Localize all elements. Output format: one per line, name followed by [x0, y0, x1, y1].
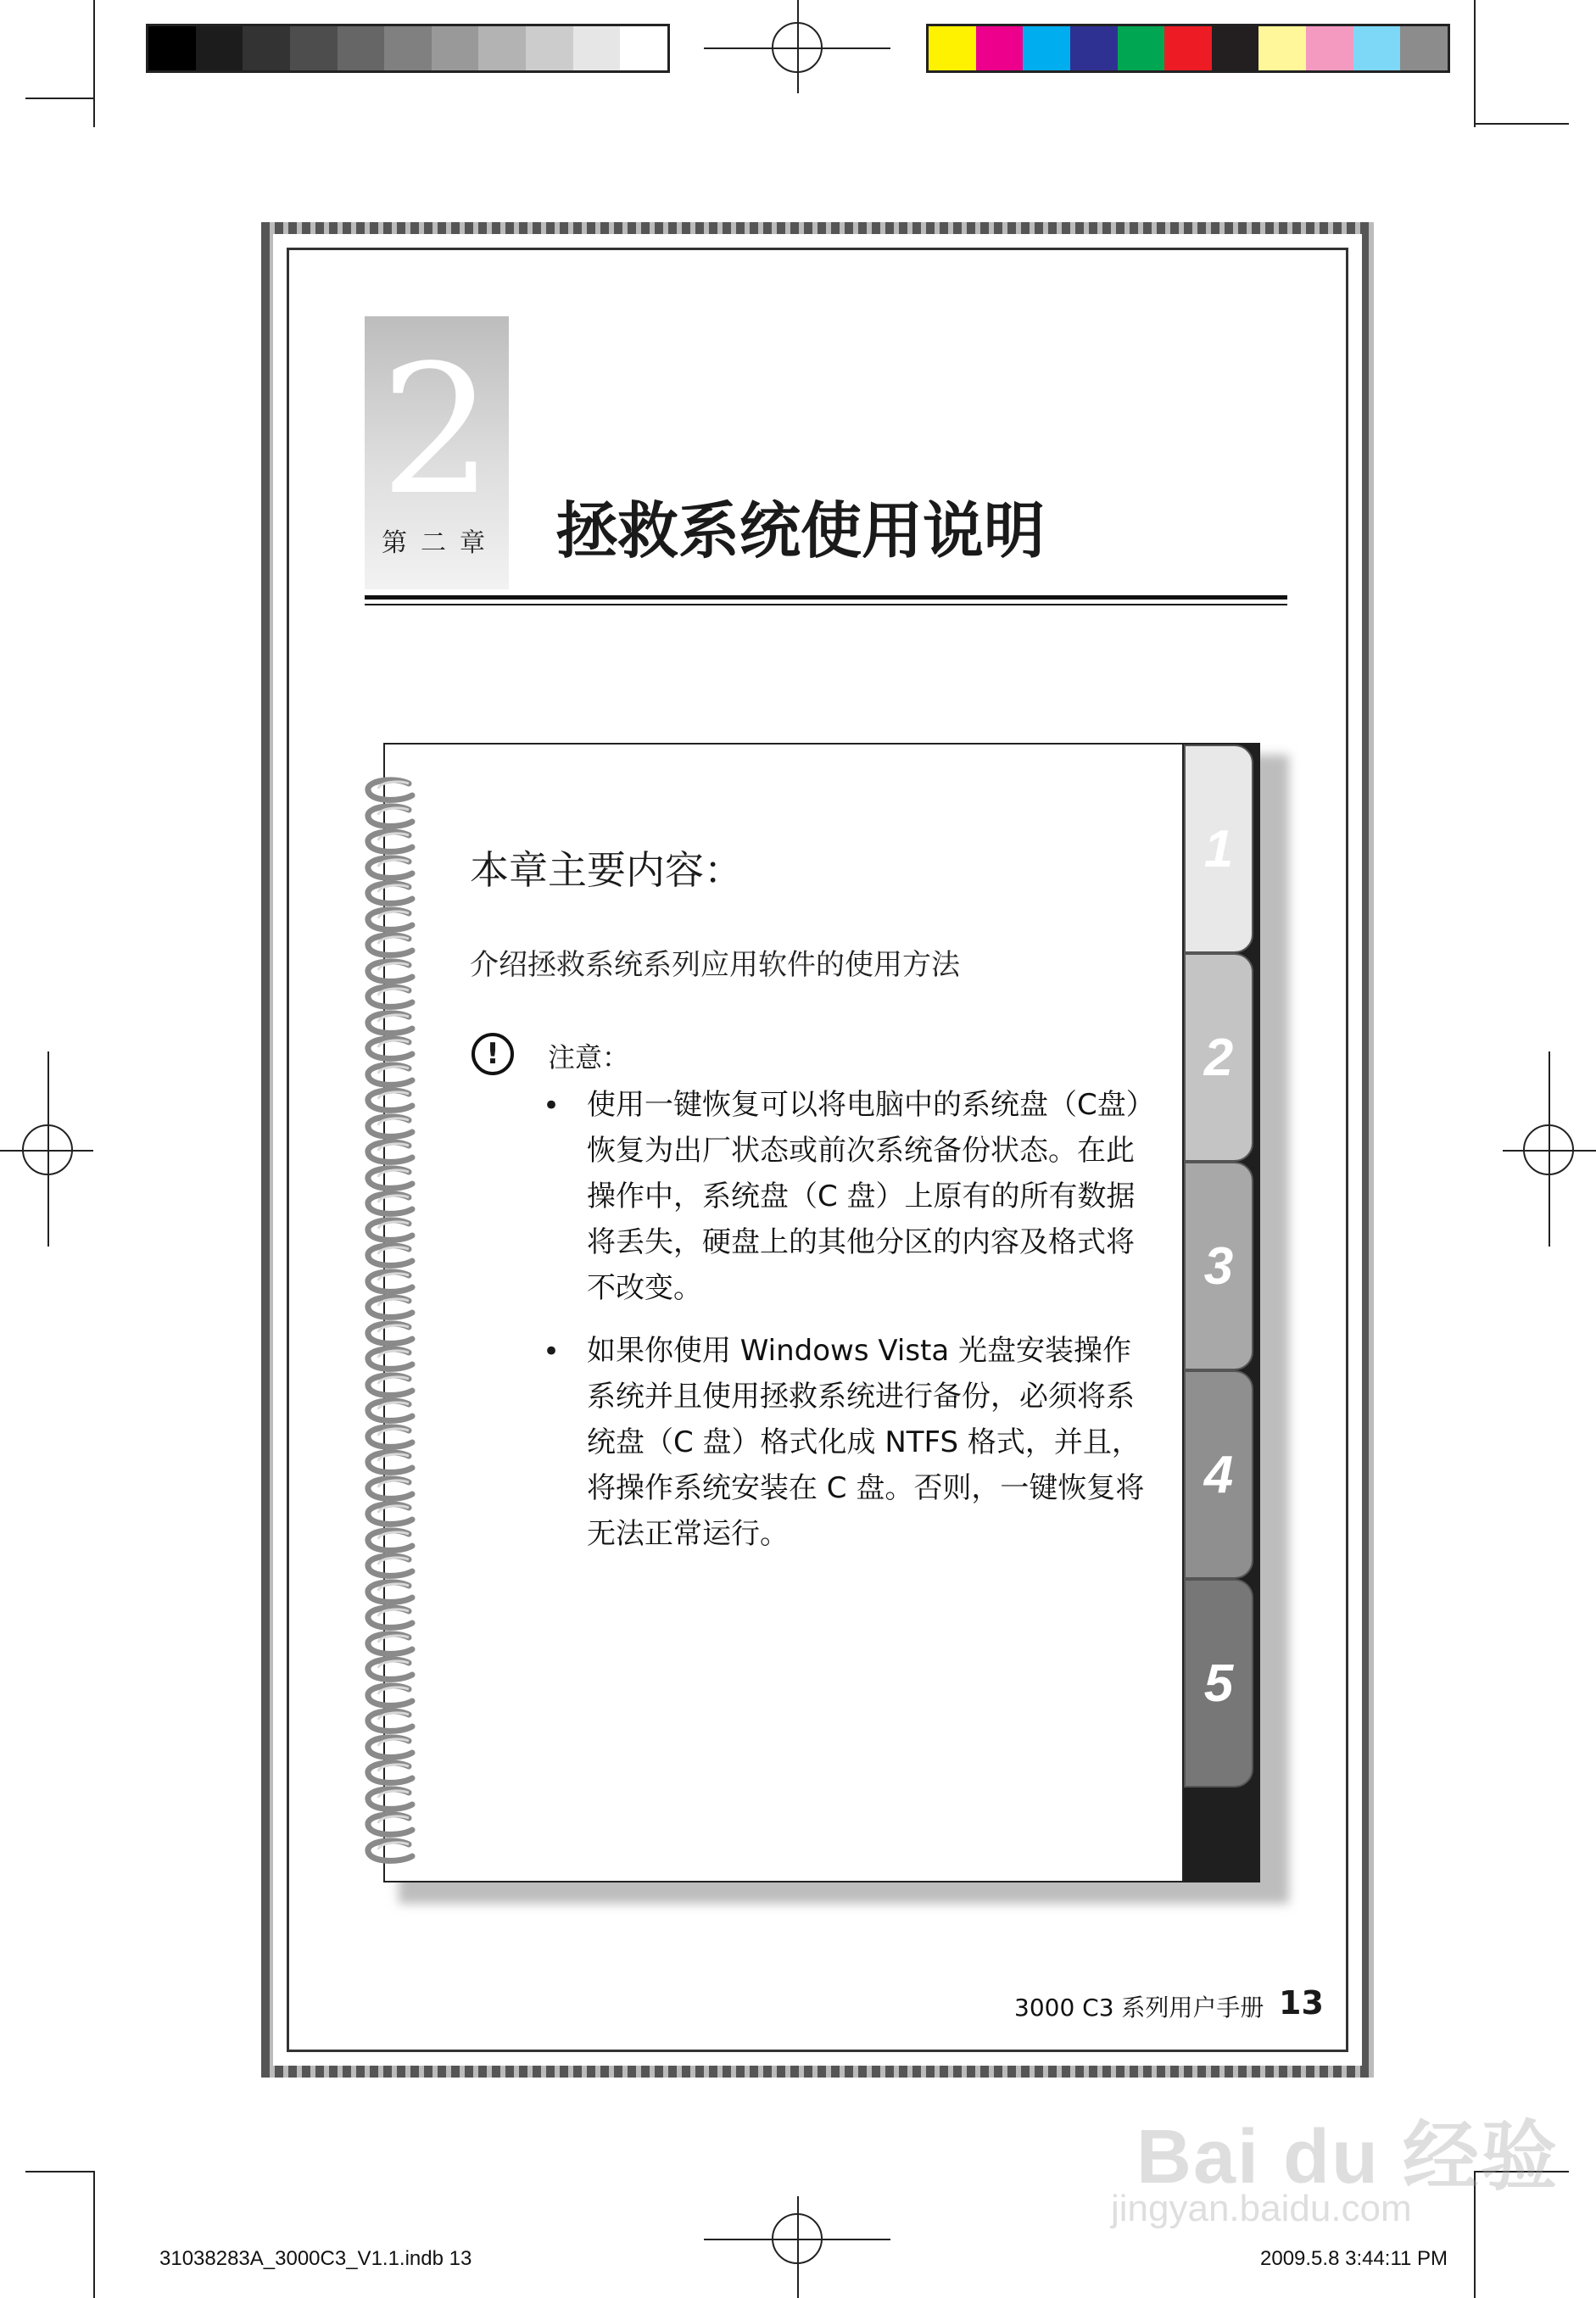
watermark-url: jingyan.baidu.com: [1111, 2188, 1412, 2229]
slug-file: 31038283A_3000C3_V1.1.indb 13: [159, 2247, 472, 2270]
manual-title: 3000 C3 系列用户手册: [1014, 1994, 1264, 2022]
color-swatch: [1070, 26, 1118, 70]
gray-swatch: [620, 26, 667, 70]
chapter-tab-5: [1184, 1579, 1253, 1788]
color-swatch: [929, 26, 976, 70]
note-label: 注意：: [548, 1041, 630, 1074]
chapter-tab-label: 4: [1203, 1445, 1234, 1504]
gray-swatch: [384, 26, 432, 70]
bullet-dot: •: [543, 1335, 561, 1369]
chapter-tab-3: [1184, 1162, 1253, 1370]
section-title: 本章主要内容：: [470, 847, 743, 893]
color-swatch: [1353, 26, 1401, 70]
note-bullet-2: 如果你使用 Windows Vista 光盘安装操作系统并且使用拯救系统进行备份，必须将系统盘（C 盘）格式化成 NTFS 格式，并且，将操作系统安装在 C 盘。否则，一键恢复将无法正常运行。: [587, 1334, 1145, 1551]
gray-swatch: [526, 26, 573, 70]
color-swatch: [976, 26, 1024, 70]
grayscale-bar: [146, 24, 670, 73]
gray-swatch: [243, 26, 290, 70]
crop-mark: [93, 0, 95, 127]
color-swatch: [1306, 26, 1353, 70]
color-swatch: [1164, 26, 1212, 70]
chapter-label: 第二章: [382, 528, 499, 558]
gray-swatch: [148, 26, 196, 70]
gray-swatch: [196, 26, 243, 70]
color-swatch: [1212, 26, 1259, 70]
title-rule-thick: [365, 595, 1287, 600]
watermark-brand: Bai du 经验: [1136, 2115, 1560, 2200]
chapter-title: 拯救系统使用说明: [556, 495, 1046, 566]
chapter-tab-4: [1184, 1370, 1253, 1579]
gray-swatch: [290, 26, 338, 70]
page-number: 13: [1279, 1984, 1324, 2022]
gray-swatch: [338, 26, 385, 70]
gray-swatch: [478, 26, 526, 70]
chapter-tab-label: 1: [1203, 819, 1234, 878]
color-swatch: [1118, 26, 1165, 70]
slug-timestamp: 2009.5.8 3:44:11 PM: [1260, 2247, 1448, 2270]
chapter-number: 2: [380, 326, 494, 534]
title-rule-thin: [365, 604, 1287, 605]
crop-mark: [1476, 123, 1569, 125]
color-swatch: [1023, 26, 1070, 70]
chapter-tab-label: 3: [1203, 1236, 1234, 1296]
chapter-intro: 介绍拯救系统系列应用软件的使用方法: [470, 948, 960, 982]
crop-mark: [93, 2171, 95, 2298]
exclamation-circle-icon: !: [472, 1033, 514, 1075]
chapter-tab-label: 2: [1203, 1028, 1234, 1087]
crop-mark: [25, 98, 93, 99]
chapter-tab-2: [1184, 953, 1253, 1162]
crop-mark: [1474, 0, 1476, 127]
chapter-tab-label: 5: [1203, 1654, 1234, 1713]
spiral-ring: [361, 1834, 422, 1868]
color-swatch: [1258, 26, 1306, 70]
color-swatch: [1400, 26, 1448, 70]
chapter-tab-1: [1184, 745, 1253, 953]
bullet-dot: •: [543, 1089, 561, 1123]
note-bullet-1: 使用一键恢复可以将电脑中的系统盘（C盘）恢复为出厂状态或前次系统备份状态。在此操作中，系统盘（C 盘）上原有的所有数据将丢失，硬盘上的其他分区的内容及格式将不改变。: [587, 1088, 1141, 1305]
gray-swatch: [573, 26, 621, 70]
crop-mark: [25, 2171, 93, 2173]
gray-swatch: [432, 26, 479, 70]
notebook-page: [383, 743, 1184, 1882]
color-bar: [926, 24, 1450, 73]
